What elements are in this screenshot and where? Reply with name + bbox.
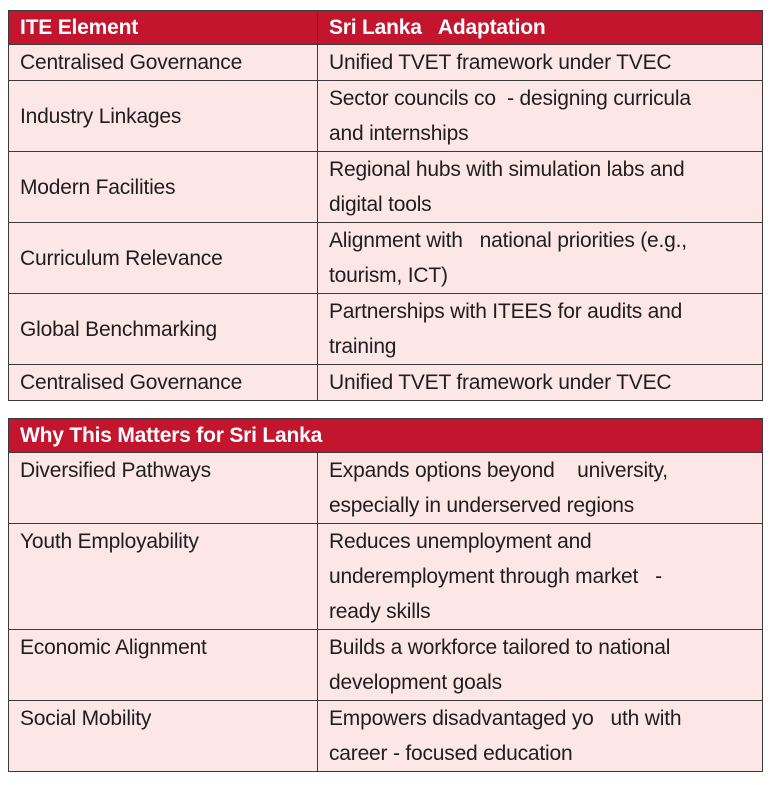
table-row [9,524,763,630]
topic-cell: Youth Employability [9,524,318,630]
adaptation-cell: Unified TVET framework under TVEC [318,45,763,81]
header-why-this-matters: Why This Matters for Sri Lanka [9,419,763,453]
table-row [9,223,763,294]
ite-element-cell: Centralised Governance [9,45,318,81]
header-ite-element: ITE Element [9,11,318,45]
adaptation-cell: Alignment with national priorities (e.g., tourism, ICT) [318,223,763,294]
header-sri-lanka-adaptation: Sri Lanka Adaptation [318,11,763,45]
adaptation-cell: Regional hubs with simulation labs and digital tools [318,152,763,223]
adaptation-cell: Sector councils co - designing curricula and internships [318,81,763,152]
topic-cell: Social Mobility [9,701,318,772]
table-row [9,294,763,365]
table-row [9,701,763,772]
table-row [9,365,763,401]
why-this-matters-table [8,418,763,772]
impact-cell: Reduces unemployment and underemployment through market - ready skills [318,524,763,630]
adaptation-cell: Partnerships with ITEES for audits and training [318,294,763,365]
table-row [9,81,763,152]
table-row [9,453,763,524]
table-row [9,152,763,223]
table-row [9,45,763,81]
impact-cell: Builds a workforce tailored to national development goals [318,630,763,701]
table-header-row [9,11,763,45]
topic-cell: Economic Alignment [9,630,318,701]
adaptation-cell: Unified TVET framework under TVEC [318,365,763,401]
impact-cell: Empowers disadvantaged yo uth with career - focused education [318,701,763,772]
impact-cell: Expands options beyond university, especially in underserved regions [318,453,763,524]
ite-element-cell: Global Benchmarking [9,294,318,365]
ite-element-cell: Modern Facilities [9,152,318,223]
ite-element-cell: Industry Linkages [9,81,318,152]
ite-element-cell: Curriculum Relevance [9,223,318,294]
topic-cell: Diversified Pathways [9,453,318,524]
table-row [9,630,763,701]
ite-adaptation-table [8,10,763,401]
ite-element-cell: Centralised Governance [9,365,318,401]
table-header-row [9,419,763,453]
